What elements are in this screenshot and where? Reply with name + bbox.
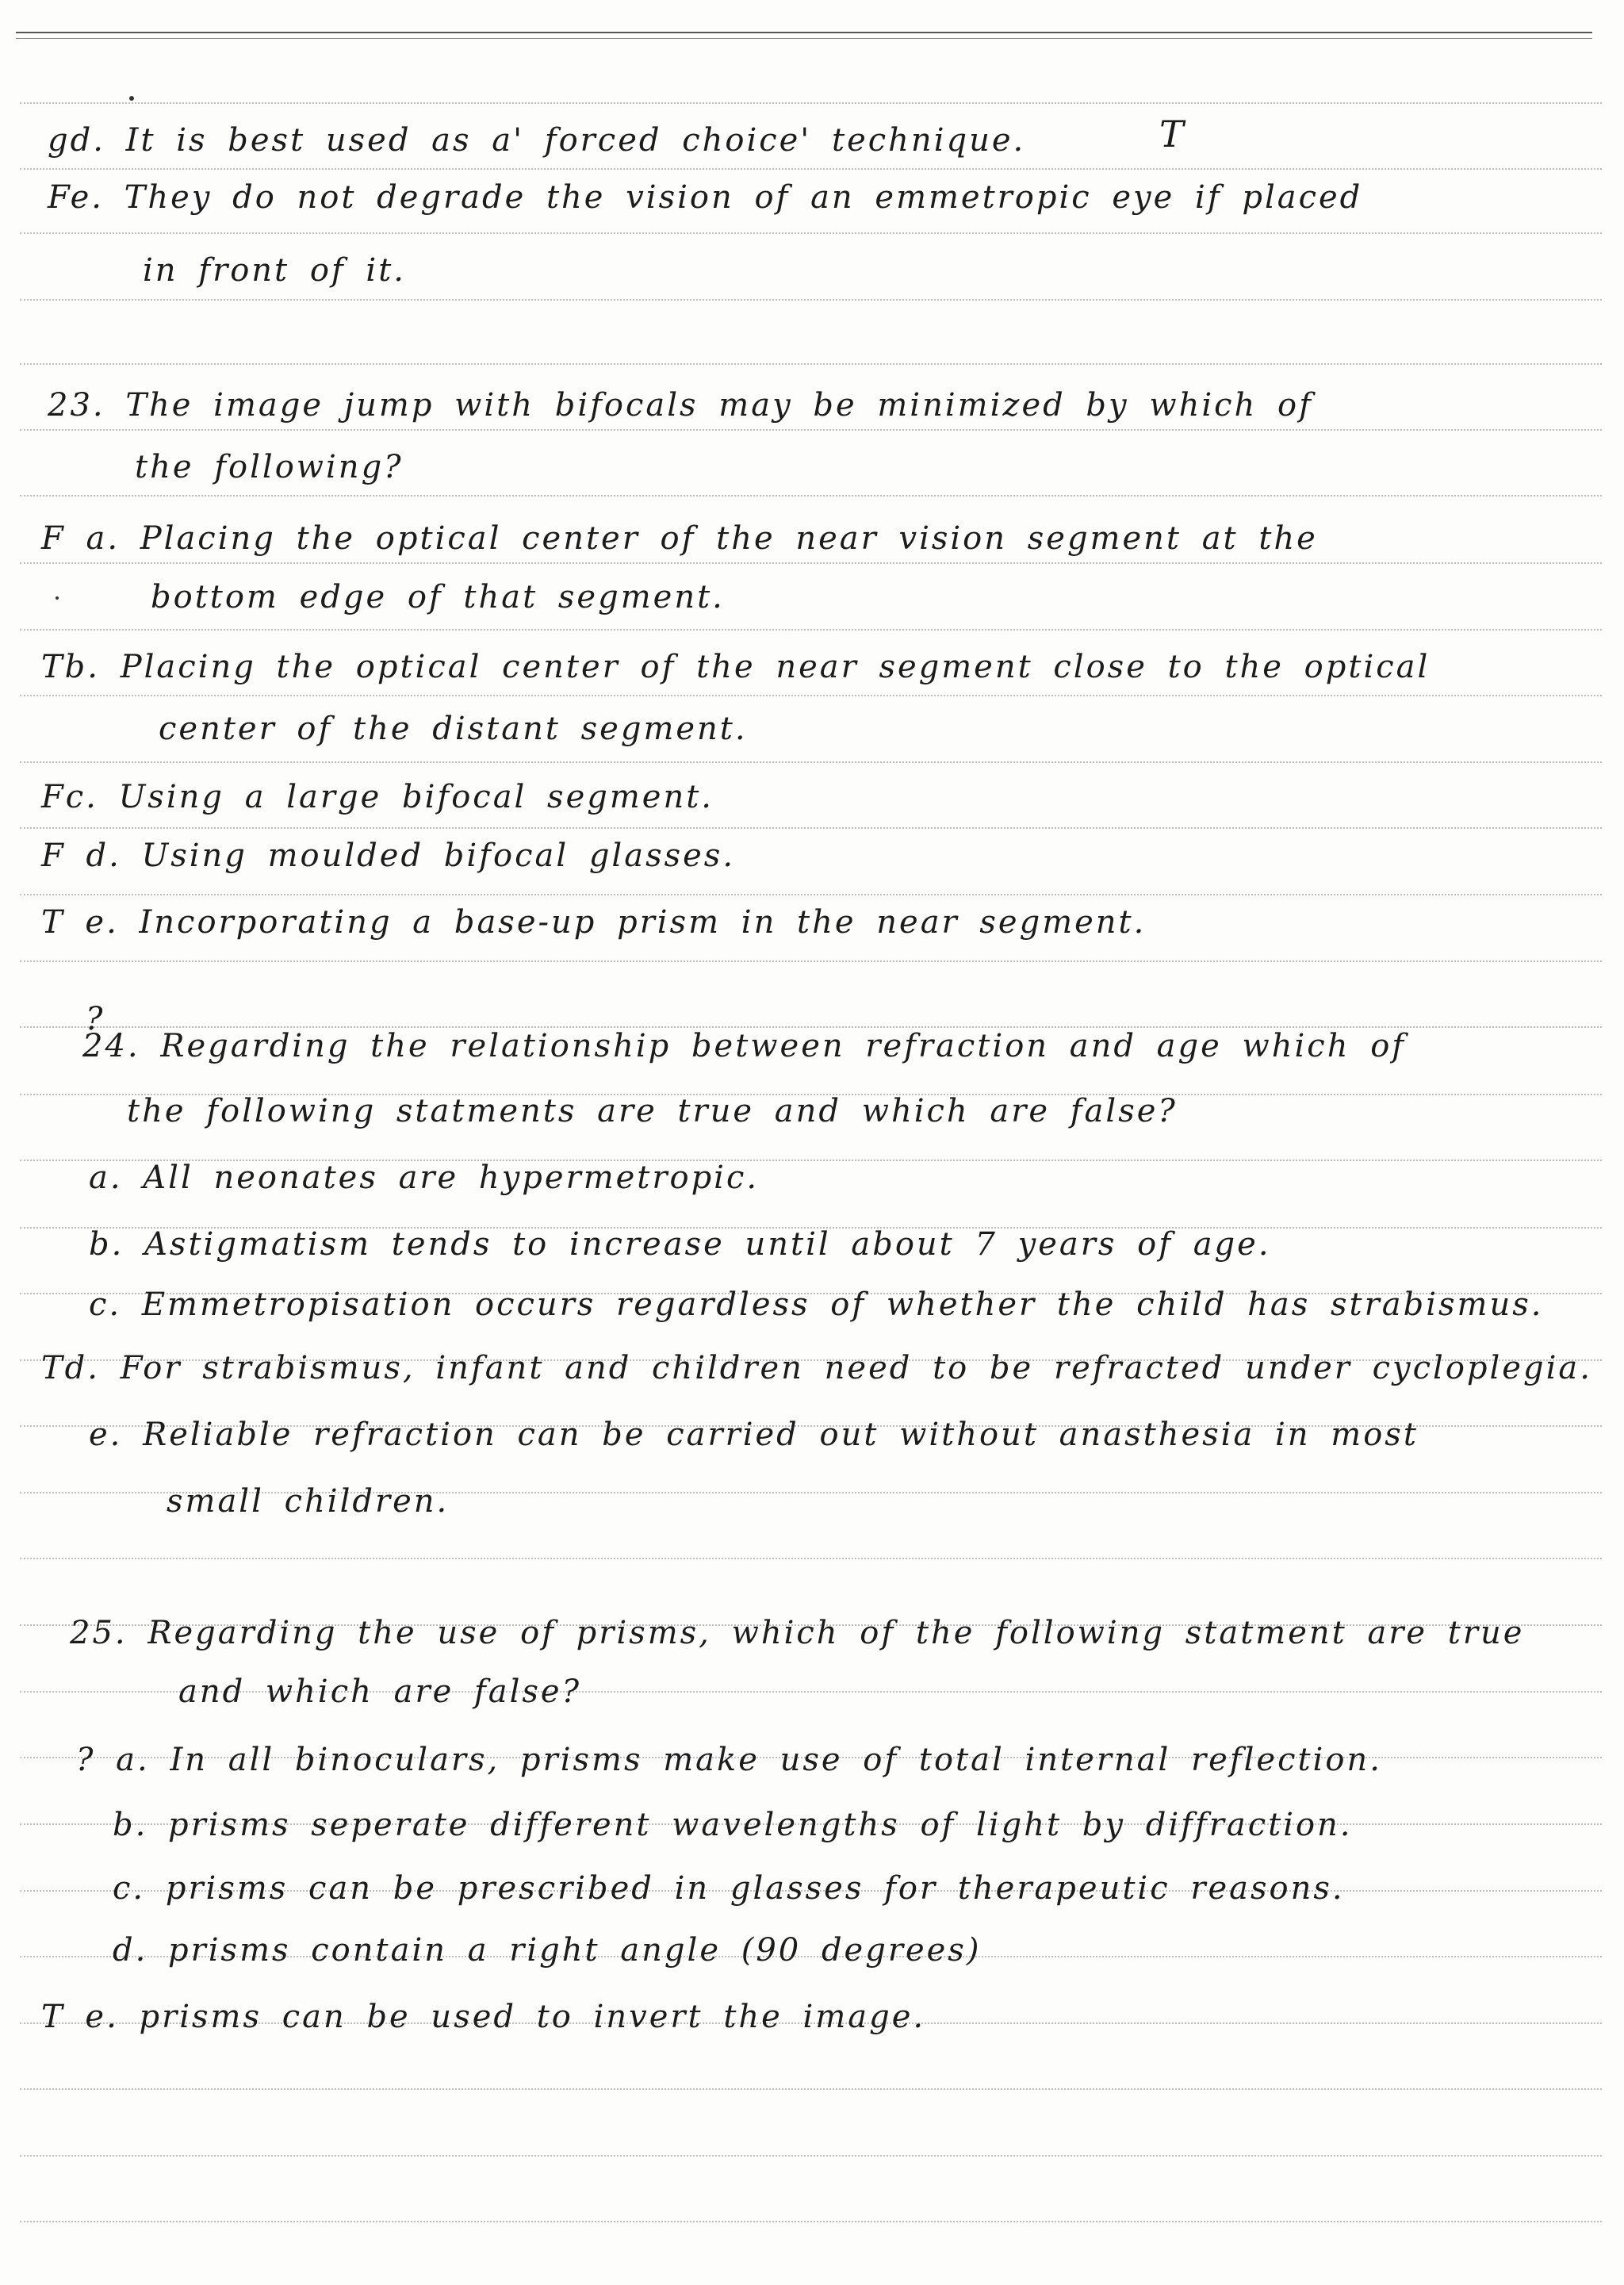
question-24-option-a: a. All neonates are hypermetropic. [89,1160,760,1196]
ruled-line [20,562,1602,564]
ruled-line [20,629,1602,631]
ruled-line [20,960,1602,962]
answer-line-gd: gd. It is best used as a' forced choice' technique. [48,122,1026,159]
question-25-option-e: T e. prisms can be used to invert the image. [41,1999,926,2035]
ruled-line [20,232,1602,234]
ruled-line [20,2088,1602,2090]
ruled-line [20,299,1602,301]
ruled-line [20,695,1602,696]
top-rule [16,32,1592,33]
question-23-option-b: Tb. Placing the optical center of the near segment close to the optical [41,649,1431,685]
ruled-line [20,2155,1602,2157]
question-24-option-e-cont: small children. [167,1483,450,1520]
question-23-stem-cont: the following? [135,449,404,485]
question-23-option-d: F d. Using moulded bifocal glasses. [41,838,736,874]
ruled-line [20,2221,1602,2222]
question-25-option-a: ? a. In all binoculars, prisms make use of total internal reflection. [76,1742,1382,1778]
ruled-line [20,1558,1602,1559]
question-mark: ? [86,1001,103,1037]
ruled-line [20,363,1602,365]
true-mark: T [1159,113,1184,155]
ink-dot [129,96,134,101]
question-25-stem-cont: and which are false? [178,1673,582,1710]
question-24-stem: 24. Regarding the relationship between refraction and age which of [82,1028,1407,1064]
question-25-option-c: c. prisms can be prescribed in glasses for therapeutic reasons. [113,1870,1345,1907]
ruled-line [20,495,1602,496]
question-23-option-b-cont: center of the distant segment. [159,711,748,747]
ink-dot [56,596,59,600]
question-23-stem: 23. The image jump with bifocals may be minimized by which of [48,387,1313,424]
question-24-option-b: b. Astigmatism tends to increase until about 7 years of age. [89,1226,1271,1263]
question-23-option-c: Fc. Using a large bifocal segment. [41,779,714,815]
ruled-line [20,429,1602,431]
answer-line-fe-cont: in front of it. [143,252,407,289]
ruled-line [20,761,1602,763]
ruled-line [20,102,1602,104]
question-24-option-e: e. Reliable refraction can be carried out without anasthesia in most [89,1417,1419,1453]
question-25-stem: 25. Regarding the use of prisms, which of the following statment are true [70,1615,1525,1651]
question-24-option-c: c. Emmetropisation occurs regardless of whether the child has strabismus. [89,1286,1544,1323]
question-25-option-d: d. prisms contain a right angle (90 degrees) [113,1932,982,1969]
question-24-stem-cont: the following statments are true and which are false? [127,1093,1178,1129]
question-23-option-a-cont: bottom edge of that segment. [151,579,725,615]
question-24-option-d: Td. For strabismus, infant and children need to be refracted under cycloplegia. [41,1350,1592,1386]
question-23-option-e: T e. Incorporating a base-up prism in the near segment. [41,904,1147,941]
question-25-option-b: b. prisms seperate different wavelengths of light by diffraction. [113,1807,1353,1843]
ruled-line [20,894,1602,895]
ruled-line [20,827,1602,829]
ruled-line [20,168,1602,170]
top-rule-secondary [16,38,1592,39]
answer-line-fe: Fe. They do not degrade the vision of an emmetropic eye if placed [48,179,1363,216]
question-23-option-a: F a. Placing the optical center of the near vision segment at the [41,520,1318,557]
